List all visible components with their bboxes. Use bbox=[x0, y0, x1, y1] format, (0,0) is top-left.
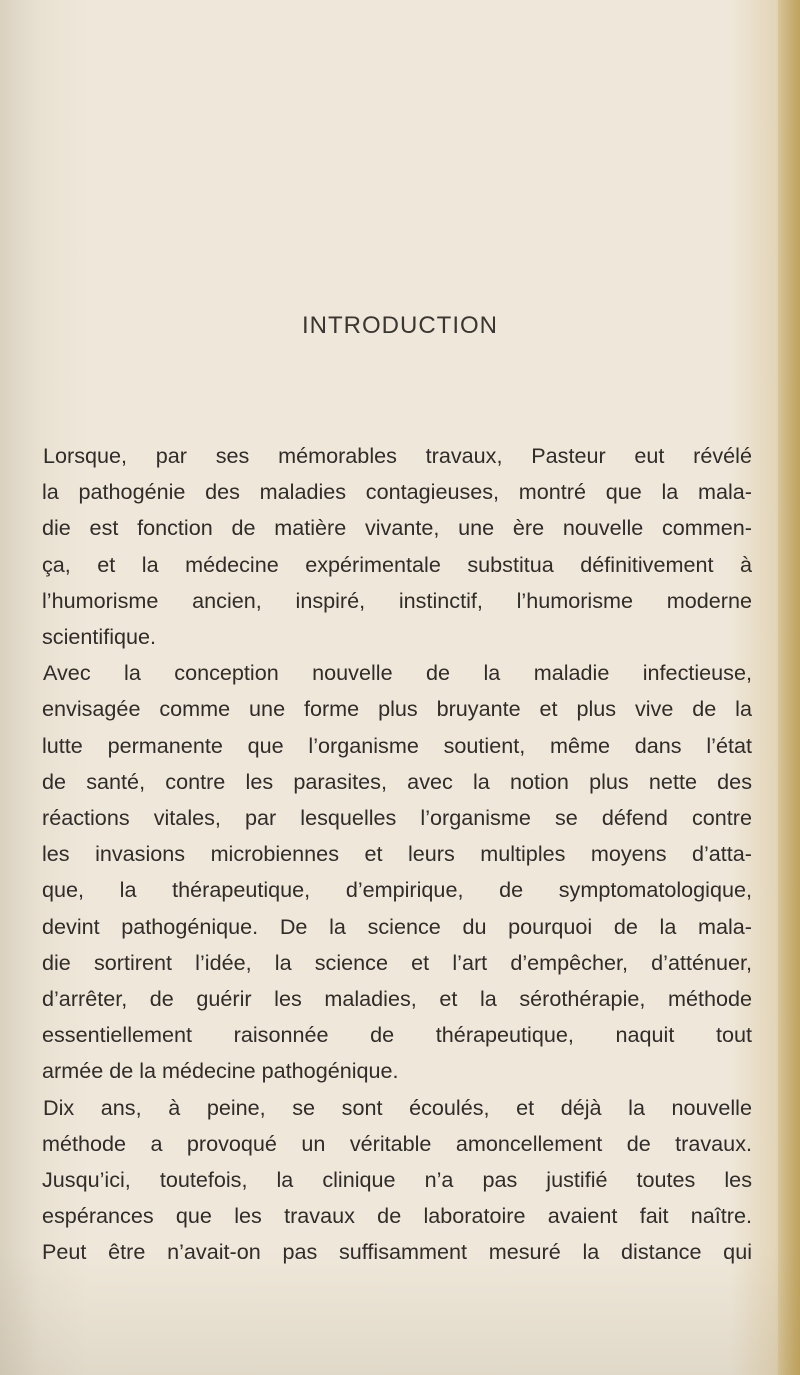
text-line: Avec la conception nouvelle de la maladie infectieuse, bbox=[43, 660, 752, 686]
text-line: essentiellement raisonnée de thérapeutique, naquit tout bbox=[42, 1022, 752, 1048]
text-line: ça, et la médecine expérimentale substitua définitivement à bbox=[42, 551, 752, 577]
text-line: Lorsque, par ses mémorables travaux, Pasteur eut révélé bbox=[43, 443, 752, 468]
text-line: l’humorisme ancien, inspiré, instinctif, l’humorisme moderne bbox=[42, 587, 752, 613]
body-text bbox=[42, 438, 752, 1271]
text-line: que, la thérapeutique, d’empirique, de symptomatologique, bbox=[42, 877, 752, 903]
chapter-title: INTRODUCTION bbox=[302, 312, 498, 339]
text-line: les invasions microbiennes et leurs multiples moyens d’atta- bbox=[42, 841, 752, 867]
text-line: die est fonction de matière vivante, une ère nouvelle commen- bbox=[42, 515, 752, 541]
text-line: de santé, contre les parasites, avec la notion plus nette des bbox=[42, 768, 752, 794]
text-line: méthode a provoqué un véritable amoncellement de travaux. bbox=[42, 1130, 752, 1156]
text-line: la pathogénie des maladies contagieuses, montré que la mala- bbox=[42, 479, 752, 505]
paragraph-2 bbox=[42, 655, 752, 1089]
text-line: devint pathogénique. De la science du pourquoi de la mala- bbox=[42, 913, 752, 939]
page-edge-shadow bbox=[778, 0, 800, 1375]
text-line: scientifique. bbox=[42, 624, 157, 650]
paragraph-3 bbox=[42, 1090, 752, 1271]
text-line: lutte permanente que l’organisme soutient, même dans l’état bbox=[42, 732, 752, 758]
text-line: d’arrêter, de guérir les maladies, et la sérothérapie, méthode bbox=[42, 986, 752, 1012]
text-line: Dix ans, à peine, se sont écoulés, et déjà la nouvelle bbox=[43, 1094, 752, 1120]
text-line: envisagée comme une forme plus bruyante et plus vive de la bbox=[42, 696, 752, 722]
text-line: Peut être n’avait-on pas suffisamment mesuré la distance qui bbox=[42, 1239, 752, 1265]
text-line: réactions vitales, par lesquelles l’organisme se défend contre bbox=[42, 805, 752, 831]
text-line: armée de la médecine pathogénique. bbox=[42, 1058, 399, 1084]
paragraph-1 bbox=[42, 438, 752, 655]
text-line: espérances que les travaux de laboratoire avaient fait naître. bbox=[42, 1203, 752, 1229]
text-line: die sortirent l’idée, la science et l’art d’empêcher, d’atténuer, bbox=[42, 949, 752, 975]
text-line: Jusqu’ici, toutefois, la clinique n’a pas justifié toutes les bbox=[42, 1167, 752, 1193]
